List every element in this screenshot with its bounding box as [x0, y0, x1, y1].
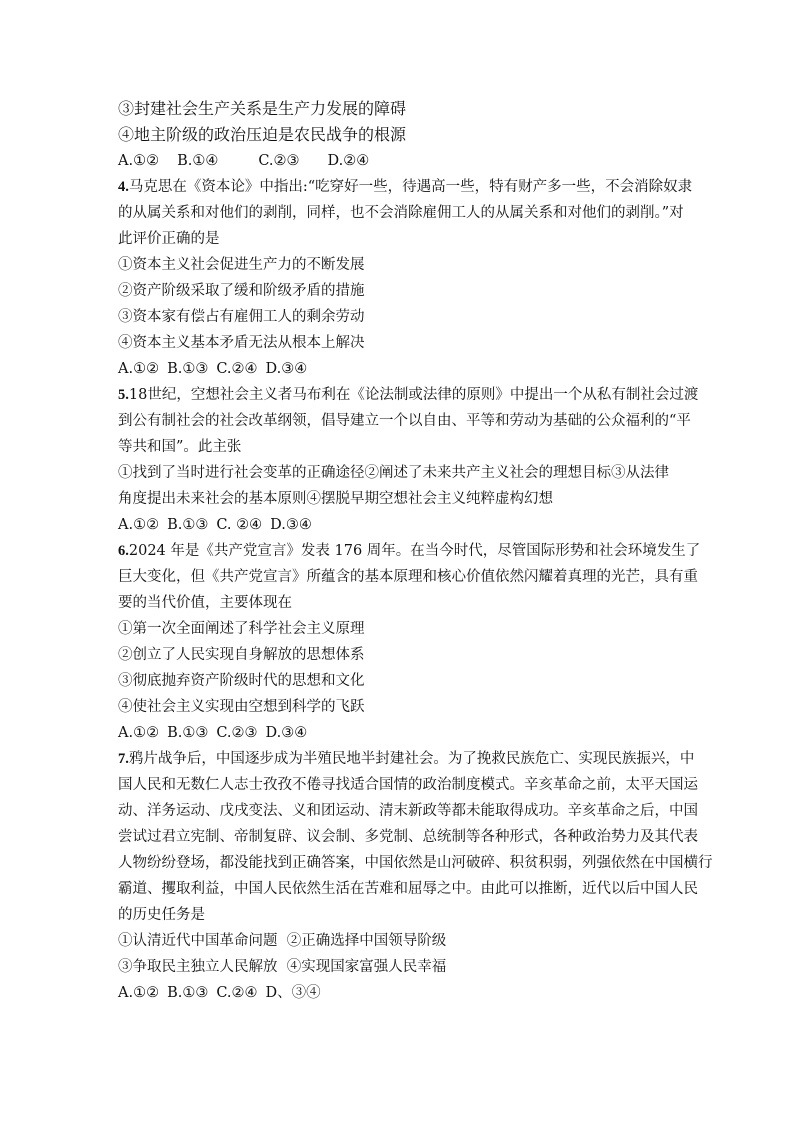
q6-item-2: ②创立了人民实现自身解放的思想体系: [118, 647, 365, 663]
q7-answer-options: [118, 980, 690, 1006]
q4-option-c: C.②④: [216, 361, 258, 377]
q7-items-line-2: ③争取民主独立人民解放 ④实现国家富强人民幸福: [118, 959, 447, 975]
q3-option-c: C.②③: [258, 153, 300, 169]
q4-answer-options: [118, 356, 690, 382]
q7-number: 7.: [118, 751, 129, 767]
q6-item-1: ①第一次全面阐述了科学社会主义原理: [118, 621, 365, 637]
q5-option-a: A.①②: [118, 517, 160, 533]
q7-option-c: C.②④: [216, 985, 258, 1001]
q6-option-a: A.①②: [118, 725, 160, 741]
q7-stem-text-1: 鸦片战争后，中国逐步成为半殖民地半封建社会。为了挽救民族危亡、实现民族振兴，中: [128, 751, 695, 767]
q5-items-line-2: 角度提出未来社会的基本原则④摆脱早期空想社会主义纯粹虚构幻想: [118, 491, 553, 507]
q4-stem-text-1: 马克思在《资本论》中指出:“吃穿好一些，待遇高一些，特有财产多一些，不会消除奴隶: [128, 179, 693, 195]
q4-option-b: B.①③: [167, 361, 209, 377]
q7-stem-line-4: 尝试过君立宪制、帝制复辟、议会制、多党制、总统制等各种形式，各种政治势力及其代表: [118, 829, 698, 845]
question-6: [118, 538, 701, 746]
q5-option-d: D.③④: [270, 517, 312, 533]
q4-item-4: ④资本主义基本矛盾无法从根本上解决: [118, 335, 365, 351]
q6-option-d: D.③④: [265, 725, 308, 741]
q6-number: 6.: [118, 543, 129, 559]
q4-option-d: D.③④: [265, 361, 308, 377]
q7-items-line-1: ①认清近代中国革命问题 ②正确选择中国领导阶级: [118, 933, 447, 949]
q5-stem-line-2: 到公有制社会的社会改革纲领，倡导建立一个以自由、平等和劳动为基础的公众福利的“平: [118, 413, 691, 429]
q6-item-3: ③彻底抛弃资产阶级时代的思想和文化: [118, 673, 365, 689]
q6-option-c: C.②③: [216, 725, 258, 741]
q6-option-b: B.①③: [167, 725, 209, 741]
q5-answer-options: [118, 512, 690, 538]
q5-stem-line-3: 等共和国”。此主张: [118, 439, 242, 455]
q5-items-line-1: ①找到了当时进行社会变革的正确途径②阐述了未来共产主义社会的理想目标③从法律: [118, 465, 669, 481]
q3-answer-options: [118, 148, 690, 174]
q4-stem-line-1: [118, 174, 693, 200]
q3-option-b: B.①④: [177, 153, 219, 169]
q7-option-a: A.①②: [118, 985, 160, 1001]
q7-option-b: B.①③: [167, 985, 209, 1001]
q5-stem-line-1: [118, 382, 699, 408]
q3-item-3: ③封建社会生产关系是生产力发展的障碍: [118, 99, 407, 118]
q6-stem-text-1: 2024 年是《共产党宣言》发表 176 周年。在当今时代，尽管国际形势和社会环境发生了: [128, 543, 701, 559]
q6-stem-line-3: 要的当代价值，主要体现在: [118, 595, 292, 611]
q6-stem-line-2: 巨大变化，但《共产党宣言》所蕴含的基本原理和核心价值依然闪耀着真理的光芒，具有重: [118, 569, 698, 585]
q4-item-2: ②资产阶级采取了缓和阶级矛盾的措施: [118, 283, 365, 299]
q6-item-4: ④使社会主义实现由空想到科学的飞跃: [118, 699, 365, 715]
q3-item-4: ④地主阶级的政治压迫是农民战争的根源: [118, 125, 407, 144]
q4-stem-line-2: 的从属关系和对他们的剥削，同样，也不会消除雇佣工人的从属关系和对他们的剥削。”对: [118, 205, 684, 221]
q7-stem-line-1: [118, 746, 695, 772]
q7-stem-line-6: 霸道、攫取利益，中国人民依然生活在苦难和屈辱之中。由此可以推断，近代以后中国人民: [118, 881, 698, 897]
question-5: [118, 382, 699, 538]
question-3-tail: [118, 96, 690, 174]
q4-item-3: ③资本家有偿占有雇佣工人的剩余劳动: [118, 309, 365, 325]
q3-option-a: A.①②: [118, 153, 160, 169]
q5-stem-text-1: 18世纪，空想社会主义者马布利在《论法制或法律的原则》中提出一个从私有制社会过渡: [128, 387, 699, 403]
q6-answer-options: [118, 720, 690, 746]
q5-option-b: B.①③: [167, 517, 209, 533]
q5-number: 5.: [118, 387, 129, 403]
q4-item-1: ①资本主义社会促进生产力的不断发展: [118, 257, 365, 273]
q7-stem-line-3: 动、洋务运动、戊戌变法、义和团运动、清末新政等都未能取得成功。辛亥革命之后，中国: [118, 803, 698, 819]
q4-number: 4.: [118, 179, 129, 195]
q7-stem-line-7: 的历史任务是: [118, 907, 205, 923]
q6-stem-line-1: [118, 538, 701, 564]
q4-stem-line-3: 此评价正确的是: [118, 231, 220, 247]
q7-stem-line-5: 人物纷纷登场，都没能找到正确答案，中国依然是山河破碎、积贫积弱，列强依然在中国横行: [118, 855, 713, 871]
q4-option-a: A.①②: [118, 361, 160, 377]
q5-option-c: C. ②④: [216, 517, 263, 533]
question-7: [118, 746, 713, 1006]
page-content: [118, 96, 713, 1006]
question-4: [118, 174, 693, 382]
q7-option-d: D、③④: [265, 985, 321, 1001]
q3-option-d: D.②④: [327, 153, 370, 169]
q7-stem-line-2: 国人民和无数仁人志士孜孜不倦寻找适合国情的政治制度模式。辛亥革命之前，太平天国运: [118, 777, 698, 793]
